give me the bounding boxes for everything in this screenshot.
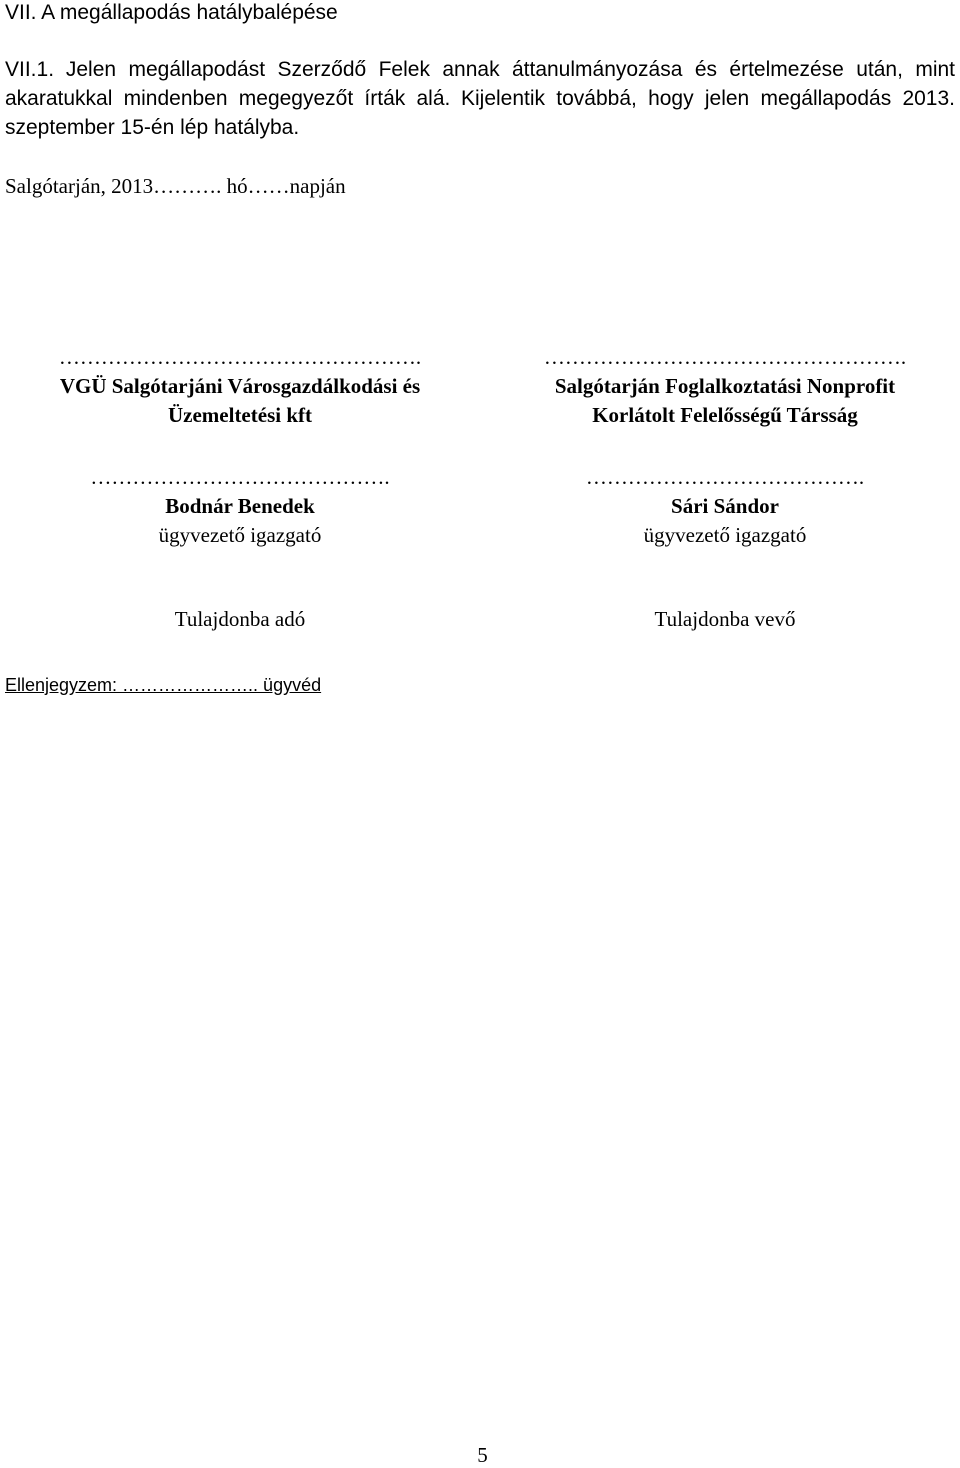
page-number: 5 [477,1443,488,1467]
party-right-name-line1: Salgótarján Foglalkoztatási Nonprofit [554,374,896,398]
clause-text-part1: Jelen megállapodást Szerződő Felek annak áttanulmányozása és értelmezése után, mint akaratukkal mindenben megegyezőt írták alá. [5,58,955,110]
party-right-name-line2: Korlátolt Felelősségű Társság [592,403,858,427]
signer-right-name: Sári Sándor [671,494,779,518]
signer-right-title: ügyvezető igazgató [643,523,807,547]
countersign-line: Ellenjegyzem: ………………….. ügyvéd [5,675,322,695]
signer-left-title: ügyvezető igazgató [158,523,322,547]
signer-left-name: Bodnár Benedek [165,494,315,518]
signer-left-signature-line: ……………………………………. [90,465,390,489]
party-left-signature-line: ……………………………………………. [58,345,422,369]
clause-number: VII.1. [5,58,55,81]
party-left-block [0,343,480,430]
party-right-block [485,343,960,430]
clause-text-part2: Kijelentik továbbá, hogy jelen megállapodás 2013. szeptember 15-én lép hatályba. [5,87,955,139]
party-left-name-line1: VGÜ Salgótarjáni Városgazdálkodási és [59,374,421,398]
section-heading: VII. A megállapodás hatálybalépése [5,1,338,24]
party-left-name-line2: Üzemeltetési kft [167,403,312,427]
place-date-line: Salgótarján, 2013………. hó……napján [5,174,346,198]
clause-paragraph [5,55,955,142]
signer-right-block [485,463,960,550]
role-right-label: Tulajdonba vevő [654,607,796,631]
role-left-label: Tulajdonba adó [174,607,306,631]
party-right-signature-line: ……………………………………………. [543,345,907,369]
signer-right-signature-line: …………………………………. [585,465,865,489]
signer-left-block [0,463,480,550]
